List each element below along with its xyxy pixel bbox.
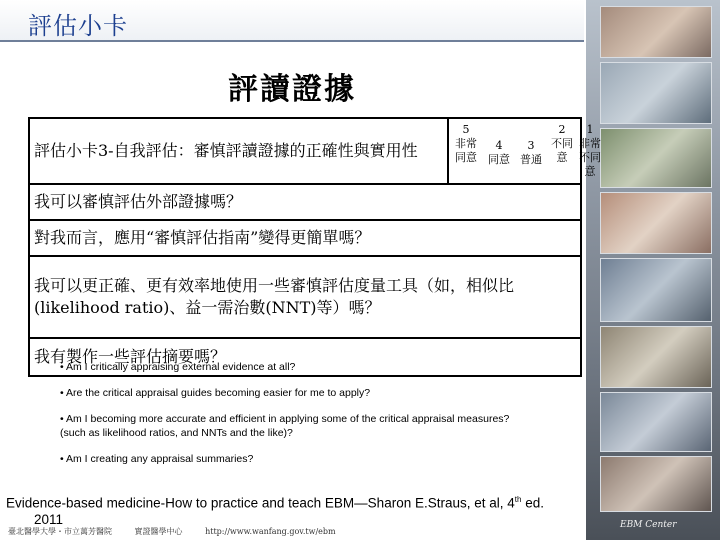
scale-score: 1 — [586, 123, 594, 136]
photo-thumbnail — [600, 192, 712, 254]
photo-thumbnail — [600, 326, 712, 388]
note-item: • Am I becoming more accurate and efficient in applying some of the critical appraisal measures? (such as likelihood ratios, and NNTs and the like)? — [60, 413, 510, 439]
photo-thumbnail — [600, 258, 712, 322]
slide-header-title: 評估小卡 — [28, 12, 128, 40]
rating-scale-header — [448, 118, 601, 184]
scale-1 — [577, 123, 603, 179]
table-row — [29, 184, 581, 220]
scale-4 — [485, 139, 513, 167]
ebm-center-label: EBM Center — [620, 520, 677, 530]
photo-thumbnail — [600, 456, 712, 512]
question-3: 我可以更正確、更有效率地使用一些審慎評估度量工具（如，相似比(likelihood ratio)、益一需治數(NNT)等）嗎？ — [29, 256, 581, 338]
scale-label: 不同意 — [551, 137, 573, 164]
photo-thumbnail — [600, 62, 712, 124]
reference-citation — [6, 492, 544, 528]
note-item: • Am I critically appraising external evidence at all? — [60, 361, 296, 373]
table-header-row — [29, 118, 581, 184]
scale-score: 3 — [527, 139, 535, 152]
reference-year: 2011 — [34, 511, 64, 527]
photo-thumbnail — [600, 6, 712, 58]
scale-label: 非常同意 — [455, 137, 477, 164]
footer-center: 實證醫學中心 — [134, 527, 183, 536]
english-notes — [60, 360, 530, 478]
scale-5 — [453, 123, 479, 165]
header-divider — [0, 40, 584, 42]
note-item: • Am I creating any appraisal summaries? — [60, 453, 254, 465]
scale-label: 非常不同意 — [579, 137, 601, 178]
question-1: 我可以審慎評估外部證據嗎？ — [29, 184, 581, 220]
question-4: 我有製作一些評估摘要嗎？ — [29, 338, 581, 376]
scale-score: 2 — [558, 123, 566, 136]
scale-2 — [549, 123, 575, 165]
slide-title: 評讀證據 — [228, 72, 356, 107]
reference-suffix: ed. — [521, 495, 544, 511]
scale-label: 普通 — [520, 153, 542, 166]
self-evaluation-table — [28, 117, 601, 377]
note-item: • Are the critical appraisal guides becoming easier for me to apply? — [60, 387, 371, 399]
table-row — [29, 220, 581, 256]
scale-score: 4 — [495, 139, 503, 152]
reference-text: Evidence-based medicine-How to practice and teach EBM—Sharon E.Straus, et al, 4 — [6, 495, 515, 511]
question-header: 評估小卡3-自我評估：審慎評讀證據的正確性與實用性 — [29, 118, 448, 184]
photo-thumbnail — [600, 392, 712, 452]
scale-label: 同意 — [488, 153, 510, 166]
scale-score: 5 — [462, 123, 470, 136]
scale-3 — [517, 139, 545, 167]
question-2: 對我而言，應用“審慎評估指南”變得更簡單嗎？ — [29, 220, 581, 256]
footer — [8, 526, 356, 537]
title-bar — [0, 0, 584, 40]
photo-thumbnail — [600, 128, 712, 188]
reference-superscript: th — [514, 495, 522, 504]
footer-url: http://www.wanfang.gov.tw/ebm — [205, 527, 336, 536]
footer-institution: 臺北醫學大學・市立萬芳醫院 — [8, 527, 112, 536]
table-row — [29, 256, 581, 338]
